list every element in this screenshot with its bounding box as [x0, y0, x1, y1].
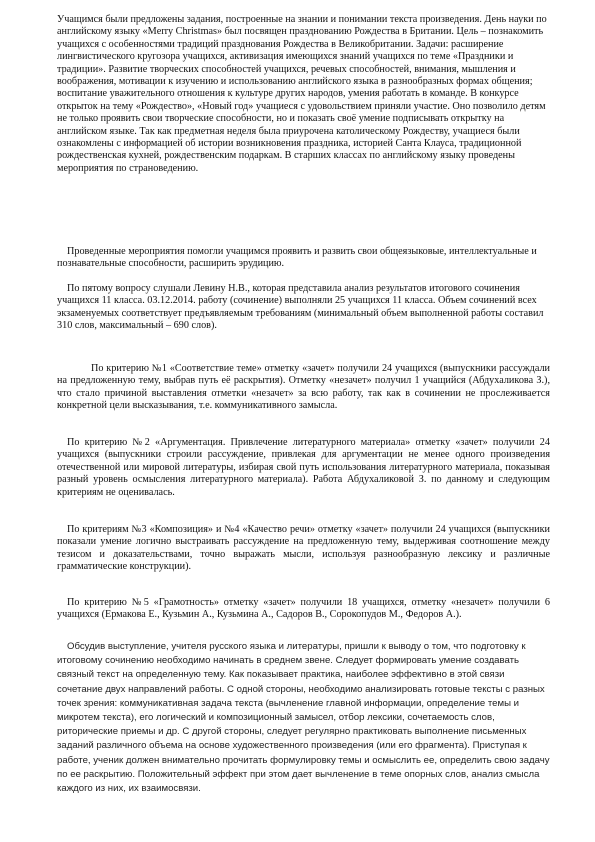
paragraph-activities-outcome: Проведенные мероприятия помогли учащимся проявить и развить свои общеязыковые, интеллектуальные и познавательные способности, расширить эрудицию. [57, 246, 537, 270]
paragraph-criteria-3-4: По критериям №3 «Композиция» и №4 «Качество речи» отметку «зачет» получили 24 учащихся (выпускники показали умение логично выстраивать рассуждение на предложенную тему, выдерживая соотношение между тезисом и доказательствами, точно выражать мысли, используя разнообразную лексику и различные грамматические конструкции). [57, 524, 550, 573]
paragraph-criterion-2: По критерию №2 «Аргументация. Привлечение литературного материала» отметку «зачет» получили 24 учащихся (выпускники строили рассуждение, привлекая для аргументации не менее одного произведения отечественной или мировой литературы, избирая свой путь использования литературного материала, показывая разный уровень осмысления литературного материала). Работа Абдухаликовой З. по данному и следующим критериям не оценивалась. [57, 437, 550, 498]
paragraph-english-science-day: Учащимся были предложены задания, построенные на знании и понимании текста произведения. День науки по английскому языку «Merry Christmas» был посвящен празднованию Рождества в Британии. Цель – познакомить учащихся с особенностями традиций празднования Рождества в Великобритании. Задачи: расширение лингвистического кругозора учащихся, активизация имеющихся знаний учащихся по теме «Праздники и традиции». Развитие творческих способностей учащихся, речевых способностей, внимания, мышления и воображения, мотивации к изучению и использованию английского языка в разнообразных формах общения; воспитание уважительного отношения к культуре других народов, умения работать в команде. В конкурсе открыток на тему «Рождество», «Новый год» учащиеся с удовольствием приняли участие. Оно позволило детям не только проявить свои творческие способности, но и показать своё умение подписывать открытку на английском языке. Так как предметная неделя была приурочена католическому Рождеству, учащиеся были ознакомлены с информацией об истории возникновения праздника, историей Санта Клауса, традиционной рождественская кухней, рождественским подаркам. В старших классах по английскому языку проведены мероприятия по страноведению. [57, 14, 547, 174]
paragraph-discussion-conclusion: Обсудив выступление, учителя русского языка и литературы, пришли к выводу о том, что подготовку к итоговому сочинению необходимо начинать в среднем звене. Следует формировать умение создавать связный текст на определенную тему. Как показывает практика, наиболее эффективно в этой связи сочетание двух направлений работы. С одной стороны, необходимо анализировать готовые тексты с разных точек зрения: коммуникативная задача текста (вычленение главной информации, определение темы и микротем текста), его логический и композиционный замысел, отбор лексики, сочетаемость слов, риторические приемы и др. С другой стороны, следует регулярно практиковать выполнение письменных заданий различного объема на основе художественного произведения (или его фрагмента). Приступая к работе, ученик должен внимательно прочитать формулировку темы и осмыслить ее, определить свою задачу по ее раскрытию. Положительный эффект при этом дает вычленение в теме опорных слов, анализ смысла каждого из них, их взаимосвязи. [57, 641, 550, 795]
paragraph-criterion-1: По критерию №1 «Соответствие теме» отметку «зачет» получили 24 учащихся (выпускники рассуждали на предложенную тему, выбрав путь её раскрытия). Отметку «незачет» получил 1 учащийся (Абдухаликова З.), что стало причиной выставления отметки «незачет» за всю работу, так как в сочинении не прослеживается конкретной цели высказывания, т.е. коммуникативного замысла. [57, 363, 550, 412]
paragraph-essay-analysis: По пятому вопросу слушали Левину Н.В., которая представила анализ результатов итогового сочинения учащихся 11 класса. 03.12.2014. работу (сочинение) выполняли 25 учащихся 11 класса. Объем сочинений всех экзаменуемых соответствует предъявляемым требованиям (минимальный объем выполненной работы составил 310 слов, максимальный – 690 слов). [57, 283, 544, 332]
paragraph-criterion-5: По критерию №5 «Грамотность» отметку «зачет» получили 18 учащихся, отметку «незачет» получили 6 учащихся (Ермакова Е., Кузьмин А., Кузьмина А., Садоров В., Сорокопудов М., Федоров А.). [57, 597, 550, 621]
